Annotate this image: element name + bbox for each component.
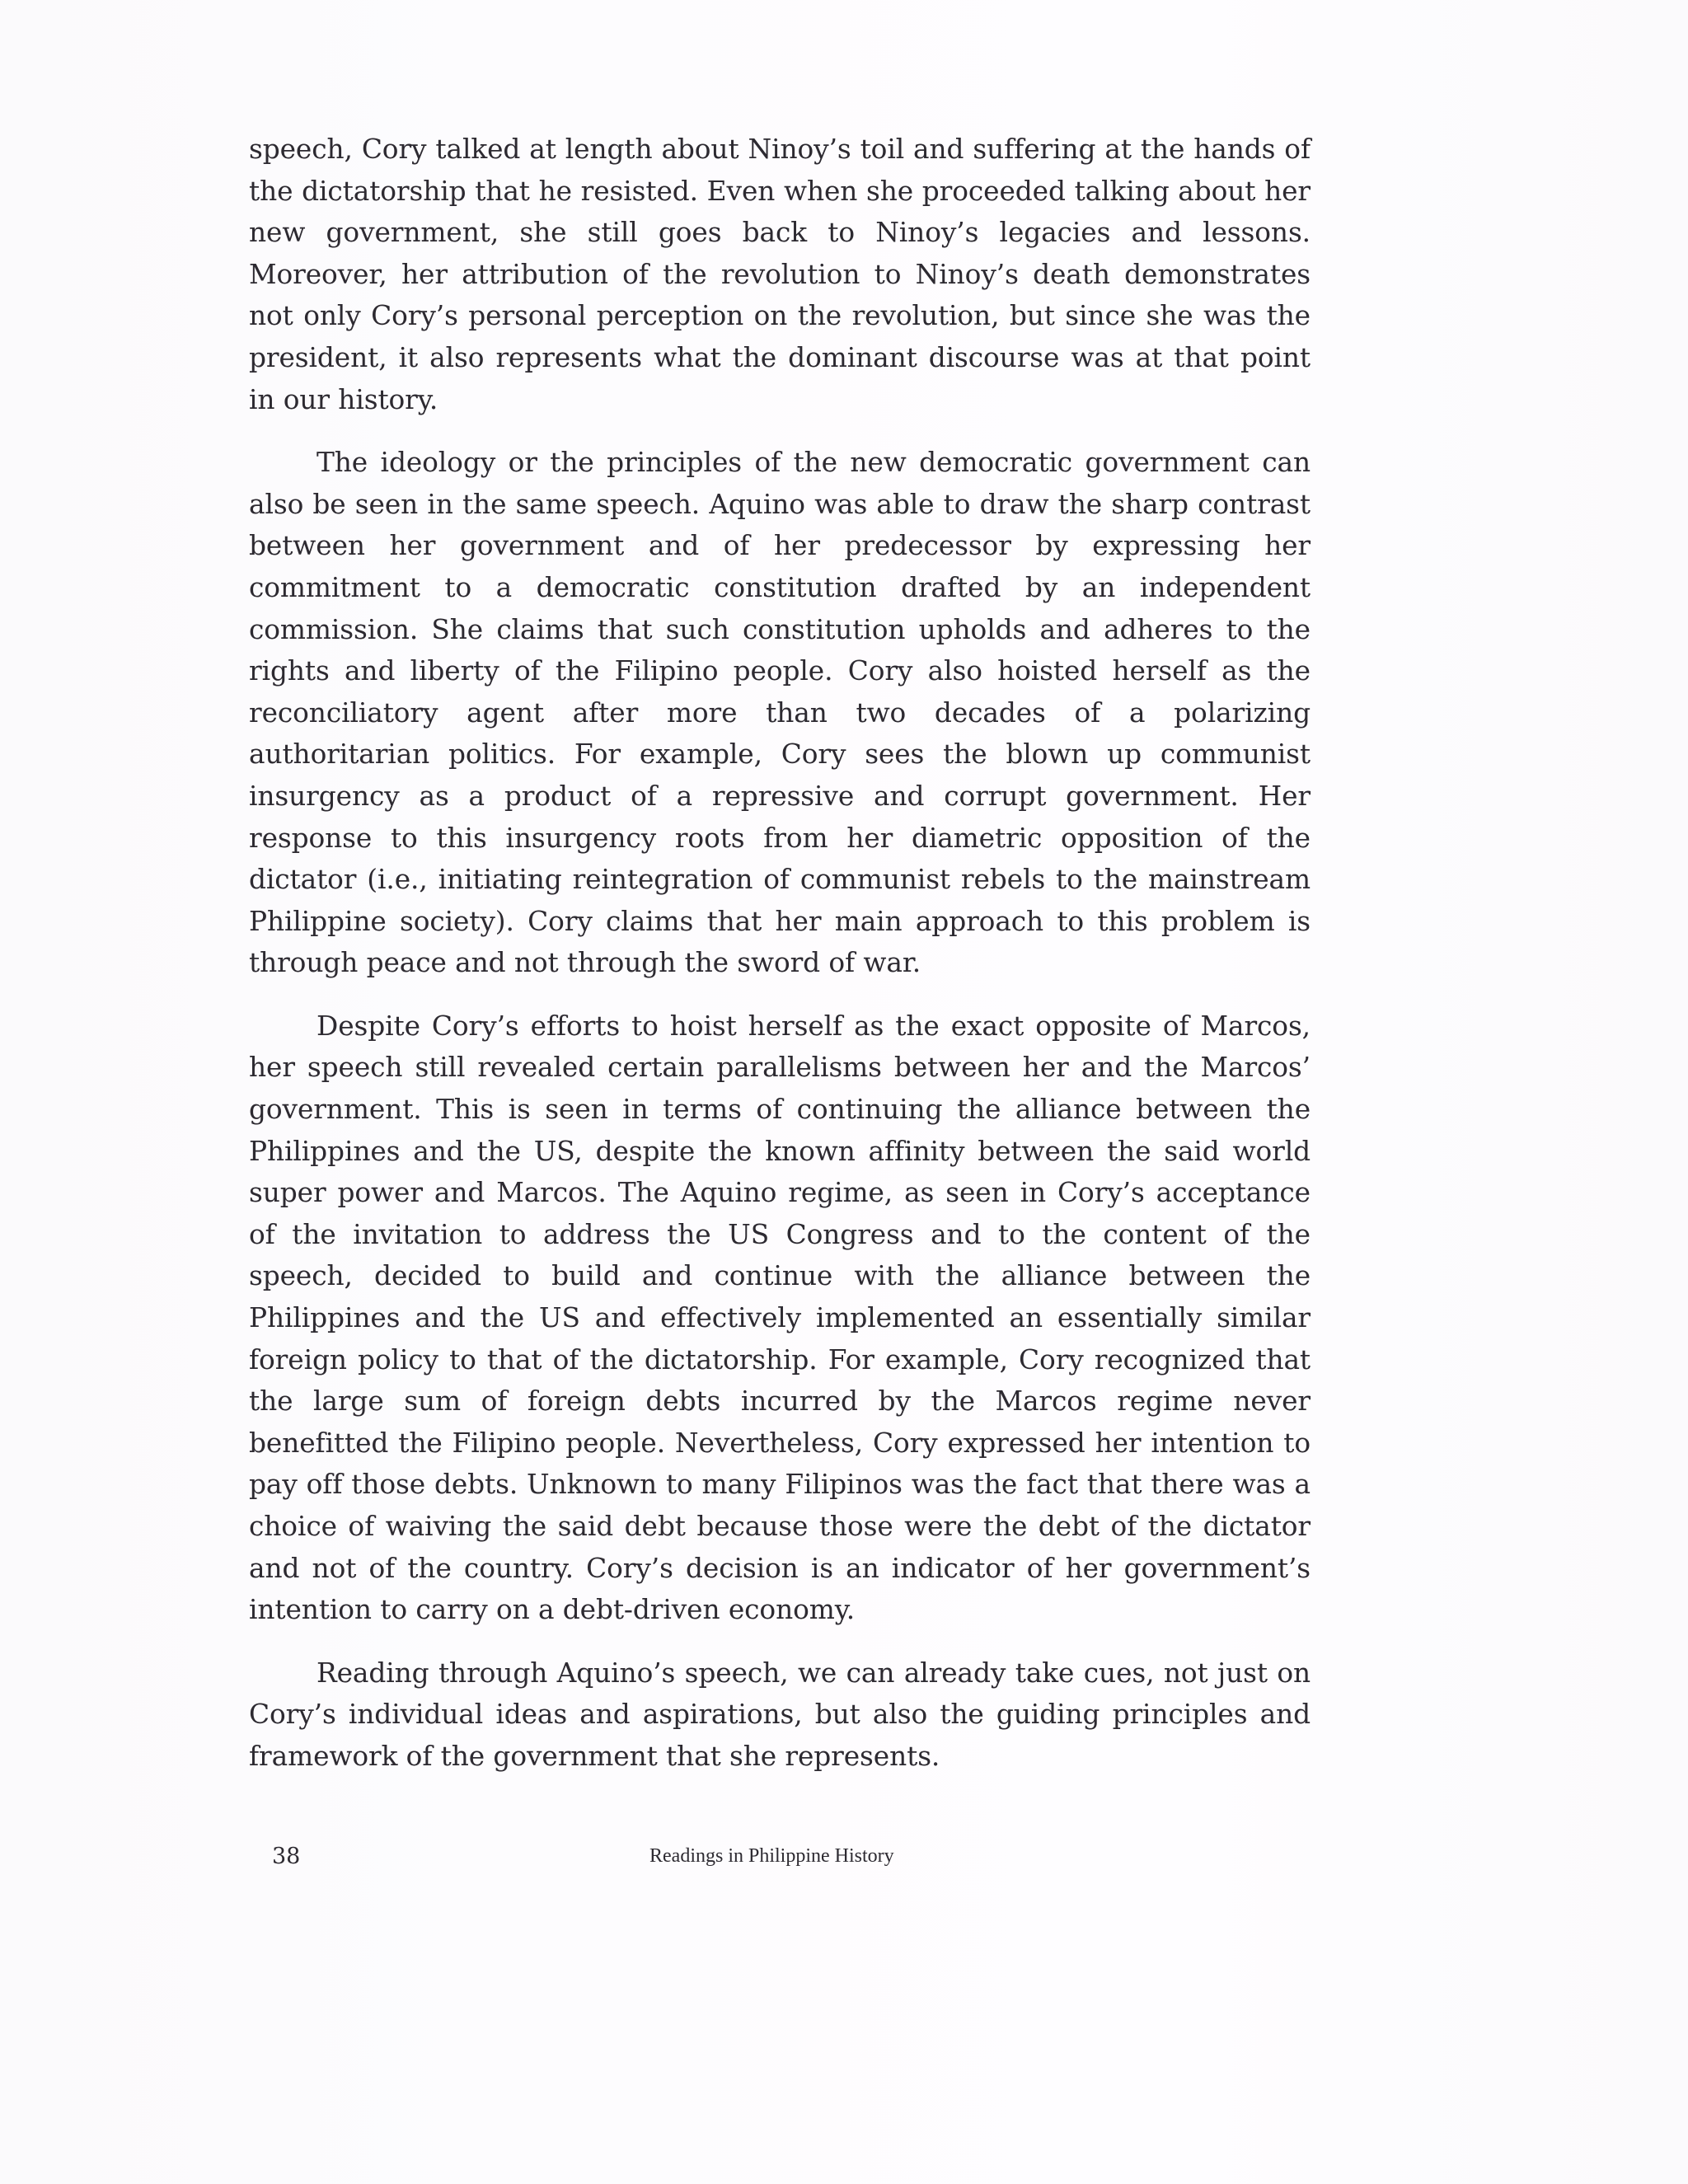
paragraph-continued: speech, Cory talked at length about Ninoy’s toil and suffering at the hands of the dictatorship that he resisted. Even when she proceeded talking about her new government, she still goes back to Ninoy’s legacies and lessons. Moreover, her attribution of the revolution to Ninoy’s death demonstrates not only Cory’s personal perception on the revolution, but since she was the president, it also represents what the dominant discourse was at that point in our history. bbox=[249, 134, 1311, 415]
paragraph: Reading through Aquino’s speech, we can already take cues, not just on Cory’s individual ideas and aspirations, but also the guiding principles and framework of the government that she represents. bbox=[249, 1657, 1311, 1772]
body-text bbox=[249, 129, 1311, 1799]
running-title: Readings in Philippine History bbox=[649, 1845, 894, 1867]
page-number: 38 bbox=[272, 1844, 301, 1869]
page-footer bbox=[272, 1844, 1343, 1877]
paragraph: The ideology or the principles of the new democratic government can also be seen in the same speech. Aquino was able to draw the sharp contrast between her government and of her predecessor by expressing her commitment to a democratic constitution drafted by an independent commission. She claims that such constitution upholds and adheres to the rights and liberty of the Filipino people. Cory also hoisted herself as the reconciliatory agent after more than two decades of a polarizing authoritarian politics. For example, Cory sees the blown up communist insurgency as a product of a repressive and corrupt government. Her response to this insurgency roots from her diametric opposition of the dictator (i.e., initiating reintegration of communist rebels to the mainstream Philippine society). Cory claims that her main approach to this problem is through peace and not through the sword of war. bbox=[249, 447, 1311, 979]
paragraph: Despite Cory’s efforts to hoist herself as the exact opposite of Marcos, her speech still revealed certain parallelisms between her and the Marcos’ government. This is seen in terms of continuing the alliance between the Philippines and the US, despite the known affinity between the said world super power and Marcos. The Aquino regime, as seen in Cory’s acceptance of the invitation to address the US Congress and to the content of the speech, decided to build and continue with the alliance between the Philippines and the US and effectively implemented an essentially similar foreign policy to that of the dictatorship. For example, Cory recognized that the large sum of foreign debts incurred by the Marcos regime never benefitted the Filipino people. Nevertheless, Cory expressed her intention to pay off those debts. Unknown to many Filipinos was the fact that there was a choice of waiving the said debt because those were the debt of the dictator and not of the country. Cory’s decision is an indicator of her government’s intention to carry on a debt-driven economy. bbox=[249, 1010, 1311, 1626]
